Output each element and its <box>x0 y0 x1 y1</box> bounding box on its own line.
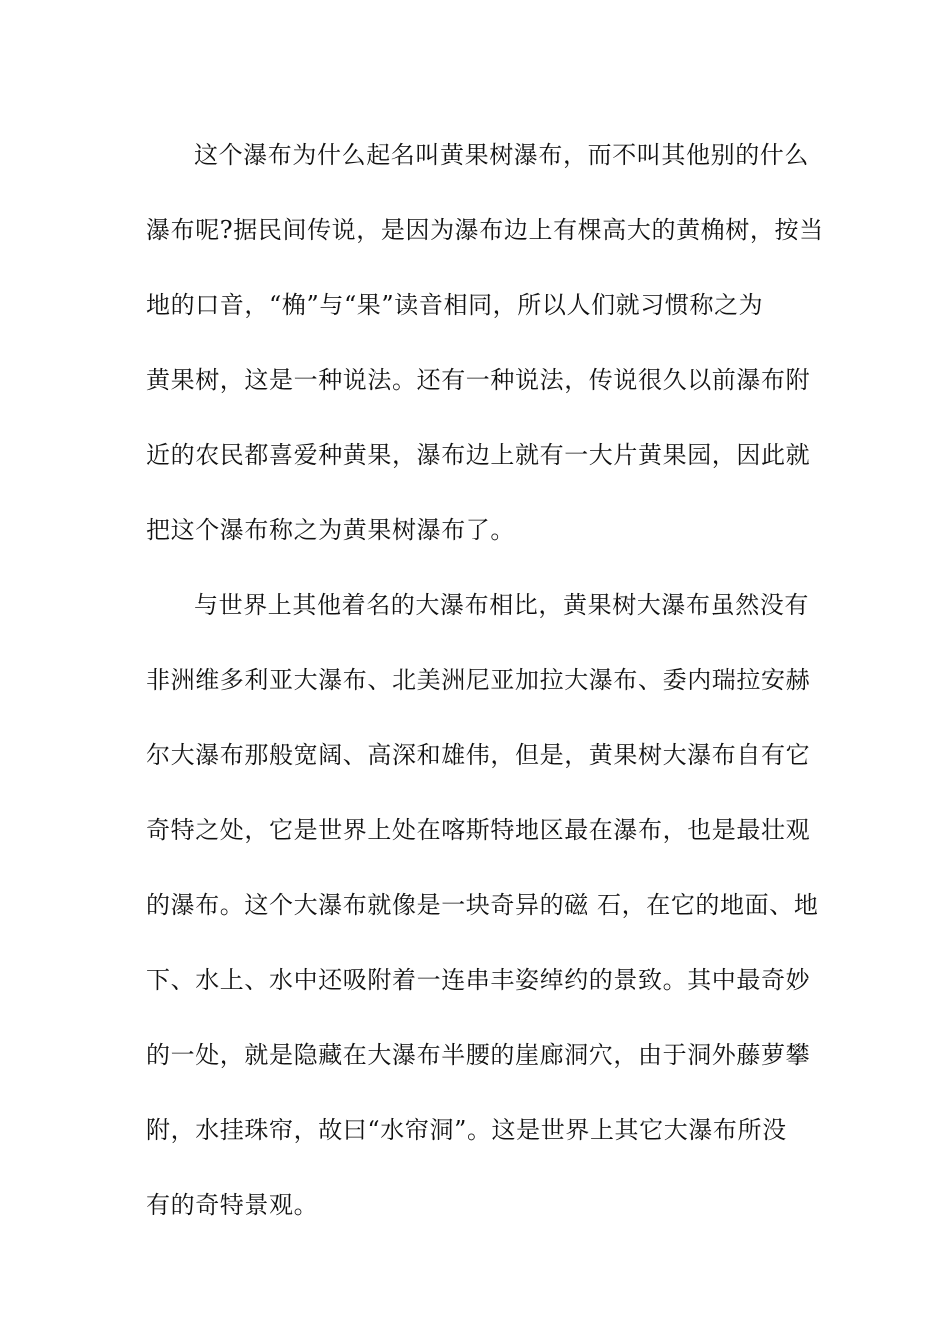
paragraph-2 <box>146 568 819 1243</box>
paragraph-line: 把这个瀑布称之为黄果树瀑布了。 <box>146 516 515 544</box>
paragraph-1 <box>146 118 824 568</box>
paragraph-line: 非洲维多利亚大瀑布、北美洲尼亚加拉大瀑布、委内瑞拉安赫 <box>146 666 811 694</box>
paragraph-line: 下、水上、水中还吸附着一连串丰姿绰约的景致。其中最奇妙 <box>146 966 811 994</box>
paragraph-line: 的一处，就是隐藏在大瀑布半腰的崖廊洞穴，由于洞外藤萝攀 <box>146 1041 811 1069</box>
paragraph-line: 近的农民都喜爱种黄果，瀑布边上就有一大片黄果园，因此就 <box>146 441 811 469</box>
paragraph-line: 有的奇特景观。 <box>146 1191 319 1219</box>
paragraph-line: 附，水挂珠帘，故曰“水帘洞”。这是世界上其它大瀑布所没 <box>146 1116 787 1144</box>
paragraph-line: 地的口音，“桷”与“果”读音相同，所以人们就习惯称之为 <box>146 291 764 319</box>
paragraph-line: 的瀑布。这个大瀑布就像是一块奇异的磁 石，在它的地面、地 <box>146 891 819 919</box>
paragraph-line: 瀑布呢?据民间传说，是因为瀑布边上有棵高大的黄桷树，按当 <box>146 216 824 244</box>
paragraph-line: 与世界上其他着名的大瀑布相比，黄果树大瀑布虽然没有 <box>194 591 809 619</box>
paragraph-line: 奇特之处，它是世界上处在喀斯特地区最在瀑布，也是最壮观 <box>146 816 811 844</box>
document-body <box>146 118 824 1243</box>
paragraph-line: 这个瀑布为什么起名叫黄果树瀑布，而不叫其他别的什么 <box>194 141 809 169</box>
paragraph-line: 尔大瀑布那般宽阔、高深和雄伟，但是，黄果树大瀑布自有它 <box>146 741 811 769</box>
paragraph-line: 黄果树，这是一种说法。还有一种说法，传说很久以前瀑布附 <box>146 366 811 394</box>
